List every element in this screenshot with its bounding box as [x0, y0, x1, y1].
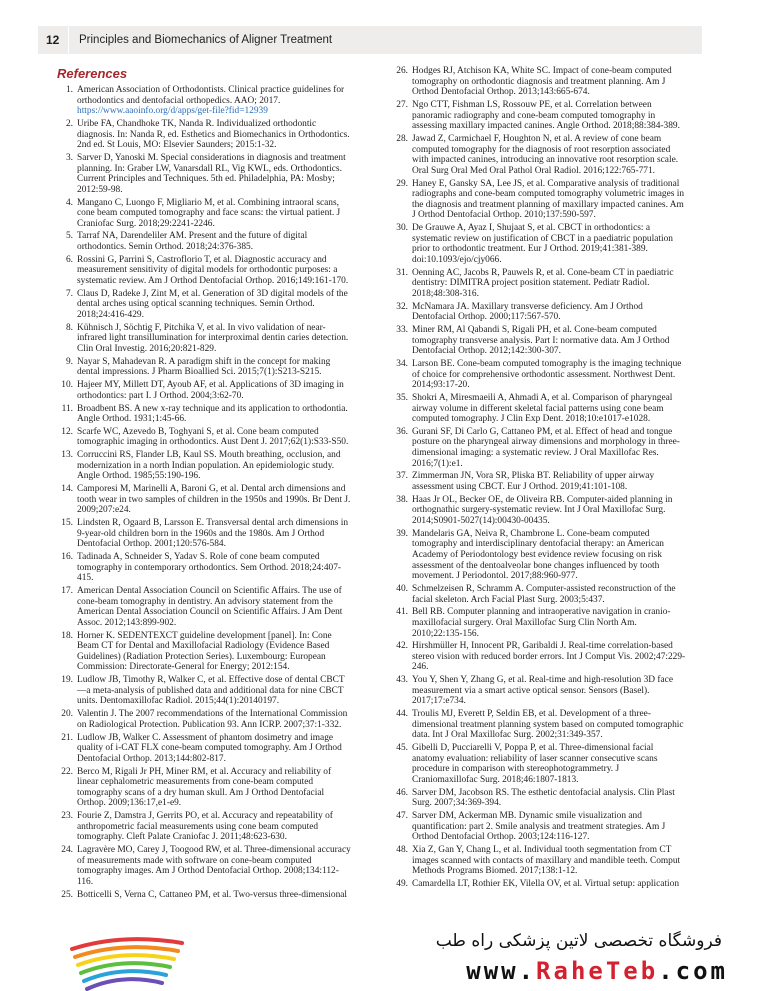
reference-item [390, 302, 686, 323]
reference-item [390, 607, 686, 639]
reference-item [390, 743, 686, 785]
reference-text: Schmelzeisen R, Schramm A. Computer-assisted reconstruction of the facial skeleton. Arch Facial Plast Surg. 2003;5:437. [412, 583, 676, 605]
page-number: 12 [46, 33, 60, 47]
reference-text: Hodges RJ, Atchison KA, White SC. Impact of cone-beam computed tomography on orthodontic diagnosis and treatment planning. Am J Orthod Dentofacial Orthop. 2013;143:665-674. [412, 66, 672, 98]
references-heading: References [57, 66, 128, 81]
reference-number: 8. [65, 322, 73, 333]
reference-number: 41. [396, 607, 408, 618]
reference-text: Valentin J. The 2007 recommendations of the International Commission on Radiological Protection. Publication 93. Ann ICRP. 2007;37:1-332. [77, 709, 348, 730]
reference-number: 36. [396, 426, 408, 437]
reference-item [55, 811, 351, 843]
reference-number: 5. [65, 231, 73, 242]
reference-item [390, 427, 686, 469]
page-header [38, 26, 702, 54]
reference-number: 9. [65, 356, 73, 367]
store-name: فروشگاه تخصصی لاتین پزشکی راه طب [435, 931, 722, 951]
reference-text: Nayar S, Mahadevan R. A paradigm shift in the concept for making dental impressions. J Pharm Bioallied Sci. 2015;7(1):S213-S215. [77, 356, 331, 378]
reference-number: 10. [61, 380, 73, 391]
reference-text: Haas Jr OL, Becker OE, de Oliveira RB. Computer-aided planning in orthognathic surgery-systematic review. Int J Oral Maxillofac Surg. 2014;S0901-5027(14):00430-00435. [412, 494, 673, 526]
reference-item [390, 134, 686, 176]
reference-text: Gibelli D, Pucciarelli V, Poppa P, et al. Three-dimensional facial anatomy evaluation: reliability of laser scanner consecutive scans procedure in comparison with stereophotogrammetry. J Craniomaxillofac Surg. 2018;46:1807-1813. [412, 743, 658, 785]
reference-text: Troulis MJ, Everett P, Seldin EB, et al. Development of a three-dimensional treatment planning system based on computed tomographic data. Int J Oral Maxillofac Surg. 2002;31:349-357. [412, 709, 684, 741]
reference-item [390, 393, 686, 425]
reference-text: Miner RM, Al Qabandi S, Rigali PH, et al. Cone-beam computed tomography transverse analysis. Part I: normative data. Am J Orthod Dentofacial Orthop. 2012;142:300-307. [412, 324, 670, 357]
reference-text: Claus D, Radeke J, Zint M, et al. Generation of 3D digital models of the dental arches using optical scanning techniques. Semin Orthod. 2018;24:416-429. [77, 288, 348, 320]
reference-text: Scarfe WC, Azevedo B, Toghyani S, et al. Cone beam computed tomographic imaging in orthodontics. Aust Dent J. 2017;62(1):S33-S50. [77, 426, 349, 448]
reference-item [390, 879, 686, 890]
reference-number: 49. [396, 879, 408, 890]
reference-text: Sarver D, Yanoski M. Special considerations in diagnosis and treatment planning. In: Graber LW, Vanarsdall RL, Vig KWL, eds. Orthodontics. Current Principles and Techniques. 5th ed. Philadelphia, PA: Mosby; 2012:59-98. [77, 152, 346, 195]
reference-item [390, 179, 686, 221]
reference-item [390, 471, 686, 492]
reference-number: 48. [396, 845, 408, 856]
reference-number: 11. [61, 403, 73, 414]
reference-number: 14. [61, 484, 73, 495]
reference-item [390, 709, 686, 741]
reference-text: Tarraf NA, Darendeliler AM. Present and the future of digital orthodontics. Semin Orthod. 2018;24:376-385. [77, 231, 308, 253]
store-url-prefix: www. [466, 957, 537, 985]
reference-text: Shokri A, Miresmaeili A, Ahmadi A, et al. Comparison of pharyngeal airway volume in different skeletal facial patterns using cone beam computed tomography. J Clin Exp Dent. 2018;10:e1017-e1028. [412, 392, 673, 425]
references-column-right [390, 66, 686, 892]
reference-text: Kühnisch J, Söchtig F, Pitchika V, et al. In vivo validation of near-infrared light transillumination for interproximal dentin caries detection. Clin Oral Investig. 2016;20:821-829. [77, 322, 349, 354]
reference-number: 47. [396, 811, 408, 822]
reference-item [55, 484, 351, 516]
reference-text: Ngo CTT, Fishman LS, Rossouw PE, et al. Correlation between panoramic radiography and cone-beam computed tomography in assessing maxillary impacted canines. Angle Orthod. 2018;88:384-389. [412, 99, 680, 132]
reference-number: 46. [396, 787, 408, 798]
reference-text: American Dental Association Council on Scientific Affairs. The use of cone-beam tomography in dentistry. An advisory statement from the American Dental Association Council on Scientific Affairs. J Am Dent Assoc. 2012;143:899-902. [77, 586, 343, 628]
reference-number: 18. [61, 630, 73, 641]
reference-item [55, 845, 351, 887]
reference-text: Lindsten R, Ogaard B, Larsson E. Transversal dental arch dimensions in 9-year-old children born in the 1960s and the 1980s. Am J Orthod Dentofacial Orthop. 2001;120:576-584. [77, 518, 349, 550]
reference-number: 22. [61, 766, 73, 777]
reference-item [55, 198, 351, 230]
reference-text: Tadinada A, Schneider S, Yadav S. Role of cone beam computed tomography in contemporary orthodontics. Sem Orthod. 2018;24:407-415. [77, 552, 342, 584]
reference-text: Zimmerman JN, Vora SR, Pliska BT. Reliability of upper airway assessment using CBCT. Eur J Orthod. 2019;41:101-108. [412, 471, 655, 493]
reference-text: Berco M, Rigali Jr PH, Miner RM, et al. Accuracy and reliability of linear cephalometric measurements from cone-beam computed tomography scans of a dry human skull. Am J Orthod Dentofacial Orthop. 2009;136:17,e1-e9. [77, 766, 332, 809]
reference-item [55, 231, 351, 252]
reference-text: Uribe FA, Chandhoke TK, Nanda R. Individualized orthodontic diagnosis. In: Nanda R, ed. Esthetics and Biomechanics in Orthodontics. 2nd ed. St Louis, MO: Elsevier Saunders; 2015:1-32. [77, 118, 350, 151]
reference-number: 4. [65, 197, 73, 208]
reference-number: 1. [65, 85, 73, 95]
reference-text: Fourie Z, Damstra J, Gerrits PO, et al. Accuracy and repeatability of anthropometric facial measurements using cone beam computed tomography. Cleft Palate Craniofac J. 2011;48:623-630. [77, 811, 333, 843]
reference-item [55, 289, 351, 321]
reference-text: Sarver DM, Jacobson RS. The esthetic dentofacial analysis. Clin Plast Surg. 2007;34:369-394. [412, 787, 675, 809]
reference-text: Broadbent BS. A new x-ray technique and its application to orthodontia. Angle Orthod. 1931;1:45-66. [77, 403, 348, 425]
reference-number: 21. [61, 732, 73, 743]
reference-text: Mandelaris GA, Neiva R, Chambrone L. Cone-beam computed tomography and interdisciplinary dentofacial therapy: an American Academy of Periodontology best evidence review focusing on risk assessment of the dentoalveolar bone changes influenced by tooth movement. J Periodontol. 2017;88:960-977. [412, 528, 664, 582]
reference-number: 2. [65, 118, 73, 129]
reference-number: 27. [396, 99, 408, 110]
reference-item [390, 100, 686, 132]
reference-item [55, 323, 351, 355]
store-logo-icon [62, 931, 192, 991]
reference-item [55, 85, 351, 117]
reference-text: American Association of Orthodontists. Clinical practice guidelines for orthodontics and dentofacial orthopedics. AAO; 2017. [77, 85, 345, 106]
store-url[interactable] [466, 957, 728, 985]
reference-number: 45. [396, 743, 408, 754]
reference-number: 26. [396, 66, 408, 76]
reference-number: 35. [396, 392, 408, 403]
reference-text: Oenning AC, Jacobs R, Pauwels R, et al. Cone-beam CT in paediatric dentistry: DIMITRA project position statement. Pediatr Radiol. 2018;48:308-316. [412, 267, 674, 299]
reference-number: 20. [61, 709, 73, 720]
reference-item [390, 584, 686, 605]
reference-number: 37. [396, 471, 408, 482]
reference-number: 33. [396, 324, 408, 335]
reference-text: Gurani SF, Di Carlo G, Cattaneo PM, et al. Effect of head and tongue posture on the pharyngeal airway dimensions and morphology in three-dimensional imaging: a systematic review. J Oral Maxillofac Res. 2016;7(1):e1. [412, 426, 680, 469]
reference-number: 6. [65, 254, 73, 265]
reference-text: Hirshmüller H, Innocent PR, Garibaldi J. Real-time correlation-based stereo vision with reduced border errors. Int J Comput Vis. 2002;47:229-246. [412, 641, 686, 673]
reference-item [390, 788, 686, 809]
reference-number: 23. [61, 811, 73, 822]
reference-item [390, 529, 686, 582]
reference-number: 7. [65, 288, 73, 299]
reference-text: Camardella LT, Rothier EK, Vilella OV, et al. Virtual setup: application [412, 879, 680, 890]
reference-item [55, 255, 351, 287]
reference-text: Jawad Z, Carmichael F, Houghton N, et al. A review of cone beam computed tomography for the diagnosis of root resorption associated with impacted canines, introducing an innovative root resorption scale. Oral Surg Oral Med Oral Pathol Oral Radiol. 2016;122:765-771. [412, 133, 679, 176]
reference-text: Botticelli S, Verna C, Cattaneo PM, et al. Two-versus three-dimensional [77, 889, 348, 900]
reference-number: 39. [396, 528, 408, 539]
reference-item [55, 427, 351, 448]
reference-text: De Grauwe A, Ayaz I, Shujaat S, et al. CBCT in orthodontics: a systematic review on justification of CBCT in a paediatric population prior to orthodontic treatment. Eur J Orthod. 2019;41:381-389. doi:10.1093/ejo/cjy066. [412, 223, 673, 265]
reference-number: 17. [61, 586, 73, 597]
reference-number: 34. [396, 358, 408, 369]
reference-item [55, 709, 351, 730]
logo-stripe [87, 979, 162, 989]
reference-text: You Y, Shen Y, Zhang G, et al. Real-time and high-resolution 3D face measurement via a smart active optical sensor. Sensors (Basel). 2017;17:e734. [412, 675, 673, 707]
reference-number: 24. [61, 845, 73, 856]
reference-item [390, 845, 686, 877]
reference-text: Ludlow JB, Timothy R, Walker C, et al. Effective dose of dental CBCT—a meta-analysis of published data and additional data for nine CBCT units. Dentomaxillofac Radiol. 2015;44(1):20140197. [77, 675, 345, 707]
reference-number: 19. [61, 675, 73, 686]
reference-number: 43. [396, 675, 408, 686]
reference-link[interactable]: https://www.aaoinfo.org/d/apps/get-file?fid=12939 [77, 106, 268, 117]
reference-item [55, 518, 351, 550]
reference-item [55, 890, 351, 901]
references-column-left [55, 85, 351, 902]
reference-number: 31. [396, 267, 408, 278]
reference-item [55, 767, 351, 809]
reference-number: 40. [396, 583, 408, 594]
reference-text: Camporesi M, Marinelli A, Baroni G, et al. Dental arch dimensions and tooth wear in two samples of children in the 1950s and 1990s. Br Dent J. 2009;207:e24. [77, 484, 351, 516]
reference-item [55, 357, 351, 378]
reference-number: 13. [61, 450, 73, 461]
reference-item [390, 811, 686, 843]
reference-item [55, 450, 351, 482]
reference-item [390, 675, 686, 707]
reference-text: Xia Z, Gan Y, Chang L, et al. Individual tooth segmentation from CT images scanned with contacts of maxillary and mandible teeth. Comput Methods Programs Biomed. 2017;138:1-12. [412, 845, 681, 877]
reference-item [390, 223, 686, 265]
reference-item [390, 641, 686, 673]
running-title: Principles and Biomechanics of Aligner Treatment [79, 34, 333, 46]
header-divider [68, 26, 69, 54]
reference-number: 15. [61, 518, 73, 529]
reference-text: McNamara JA. Maxillary transverse deficiency. Am J Orthod Dentofacial Orthop. 2000;117:567-570. [412, 301, 643, 323]
reference-text: Mangano C, Luongo F, Migliario M, et al. Combining intraoral scans, cone beam computed tomography and face scans: the virtual patient. J Craniofac Surg. 2018;29:2241-2246. [77, 197, 341, 229]
reference-text: Lagravère MO, Carey J, Toogood RW, et al. Three-dimensional accuracy of measurements made with software on cone-beam computed tomography images. Am J Orthod Dentofacial Orthop. 2008;134:112-116. [77, 845, 351, 887]
store-banner [0, 925, 774, 991]
reference-item [55, 675, 351, 707]
reference-number: 3. [65, 152, 73, 163]
reference-item [55, 153, 351, 195]
reference-number: 28. [396, 133, 408, 144]
reference-number: 16. [61, 552, 73, 563]
reference-text: Corruccini RS, Flander LB, Kaul SS. Mouth breathing, occlusion, and modernization in a north Indian population. An epidemiologic study. Angle Orthod. 1985;55:190-196. [77, 450, 341, 482]
reference-item [55, 552, 351, 584]
reference-item [55, 631, 351, 673]
reference-item [55, 586, 351, 628]
reference-text: Haney E, Gansky SA, Lee JS, et al. Comparative analysis of traditional radiographs and cone-beam computed tomography volumetric images in the diagnosis and treatment planning of maxillary impacted canines. Am J Orthod Dentofacial Orthop. 2010;137:590-597. [412, 178, 685, 221]
reference-item [55, 380, 351, 401]
reference-number: 42. [396, 641, 408, 652]
reference-text: Bell RB. Computer planning and intraoperative navigation in cranio-maxillofacial surgery. Oral Maxillofac Surg Clin North Am. 2010;22:135-156. [412, 607, 671, 639]
reference-item [55, 119, 351, 151]
reference-item [55, 404, 351, 425]
reference-item [390, 325, 686, 357]
reference-item [55, 733, 351, 765]
reference-number: 32. [396, 301, 408, 312]
reference-text: Hajeer MY, Millett DT, Ayoub AF, et al. Applications of 3D imaging in orthodontics: part I. J Orthod. 2004;3:62-70. [77, 380, 344, 401]
reference-number: 44. [396, 709, 408, 720]
reference-item [390, 66, 686, 98]
reference-text: Larson BE. Cone-beam computed tomography is the imaging technique of choice for comprehensive orthodontic assessment. Northwest Dent. 2014;93:17-20. [412, 358, 682, 391]
reference-number: 30. [396, 223, 408, 234]
reference-number: 25. [61, 889, 73, 900]
reference-item [390, 495, 686, 527]
reference-text: Ludlow JB, Walker C. Assessment of phantom dosimetry and image quality of i-CAT FLX cone-beam computed tomography. Am J Orthod Dentofacial Orthop. 2013;144:802-817. [77, 732, 342, 764]
reference-text: Horner K. SEDENTEXCT guideline development [panel]. In: Cone Beam CT for Dental and Maxillofacial Radiology (Evidence Based Guidelines) (Radiation Protection Series). Luxembourg: European Commission: Directorate-General for Energy; 2012:154. [77, 630, 332, 673]
reference-text: Sarver DM, Ackerman MB. Dynamic smile visualization and quantification: part 2. Smile analysis and treatment strategies. Am J Orthod Dentofacial Orthop. 2003;124:116-127. [412, 811, 666, 843]
store-url-suffix: .com [658, 957, 728, 985]
reference-text: Rossini G, Parrini S, Castroflorio T, et al. Diagnostic accuracy and measurement sensitivity of digital models for orthodontic purposes: a systematic review. Am J Orthod Dentofacial Orthop. 2016;149:161-170. [77, 254, 349, 287]
reference-item [390, 268, 686, 300]
reference-number: 12. [61, 426, 73, 437]
reference-number: 29. [396, 178, 408, 189]
reference-number: 38. [396, 494, 408, 505]
store-url-highlight: RaheTeb [536, 957, 659, 985]
reference-item [390, 359, 686, 391]
